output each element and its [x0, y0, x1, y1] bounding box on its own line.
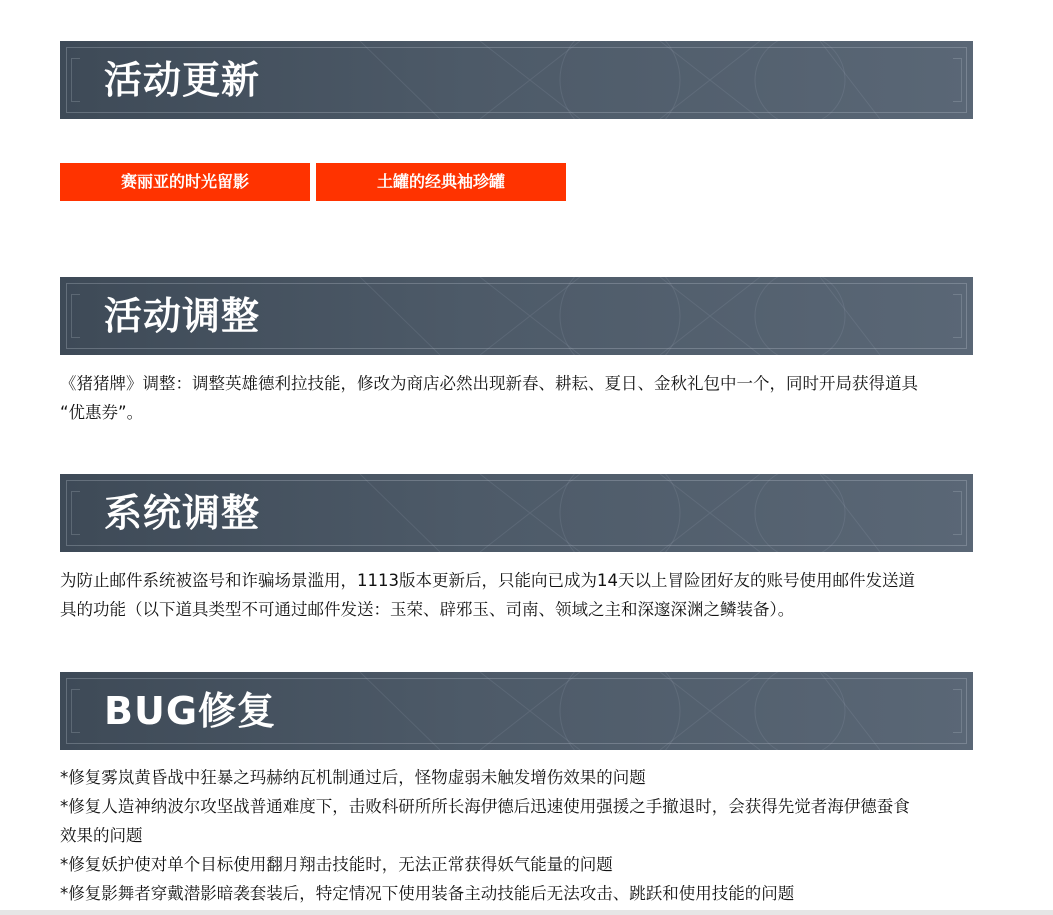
- bug-fix-item: *修复人造神纳波尔攻坚战普通难度下，击败科研所所长海伊德后迅速使用强援之手撤退时，会获得先觉者海伊德蚕食: [60, 797, 910, 816]
- text-line: 具的功能（以下道具类型不可通过邮件发送：玉荣、辟邪玉、司南、领域之主和深邃深渊之鳞装备）。: [60, 600, 795, 619]
- bug-fix-item: *修复雾岚黄昏战中狂暴之玛赫纳瓦机制通过后，怪物虚弱未触发增伤效果的问题: [60, 768, 646, 787]
- section-header-activity-update: [60, 41, 973, 119]
- activity-adjust-text: [60, 369, 975, 427]
- section-header-system-adjust: [60, 474, 973, 552]
- bug-fix-item: *修复影舞者穿戴潜影暗袭套装后，特定情况下使用装备主动技能后无法攻击、跳跃和使用技能的问题: [60, 884, 795, 903]
- section-header-activity-adjust: [60, 277, 973, 355]
- section-header-bug-fix: [60, 672, 973, 750]
- event-button-seria-time-shadow[interactable]: 赛丽亚的时光留影: [60, 163, 310, 201]
- section-title: 活动更新: [104, 58, 261, 102]
- bug-fix-item: *修复妖护使对单个目标使用翻月翔击技能时，无法正常获得妖气能量的问题: [60, 855, 613, 874]
- horizontal-scrollbar[interactable]: [0, 910, 1053, 915]
- section-title: 活动调整: [104, 294, 261, 338]
- bug-fix-item: 效果的问题: [60, 826, 143, 845]
- text-line: “优惠券”。: [60, 403, 144, 422]
- event-button-classic-pocket-jar[interactable]: 土罐的经典袖珍罐: [316, 163, 566, 201]
- bug-fix-list: [60, 763, 975, 908]
- text-line: 为防止邮件系统被盗号和诈骗场景滥用，1113版本更新后，只能向已成为14天以上冒险团好友的账号使用邮件发送道: [60, 571, 915, 590]
- text-line: 《猪猪牌》调整：调整英雄德利拉技能，修改为商店必然出现新春、耕耘、夏日、金秋礼包中一个，同时开局获得道具: [60, 374, 918, 393]
- section-title: BUG修复: [104, 689, 277, 733]
- system-adjust-text: [60, 566, 975, 624]
- section-title: 系统调整: [104, 491, 261, 535]
